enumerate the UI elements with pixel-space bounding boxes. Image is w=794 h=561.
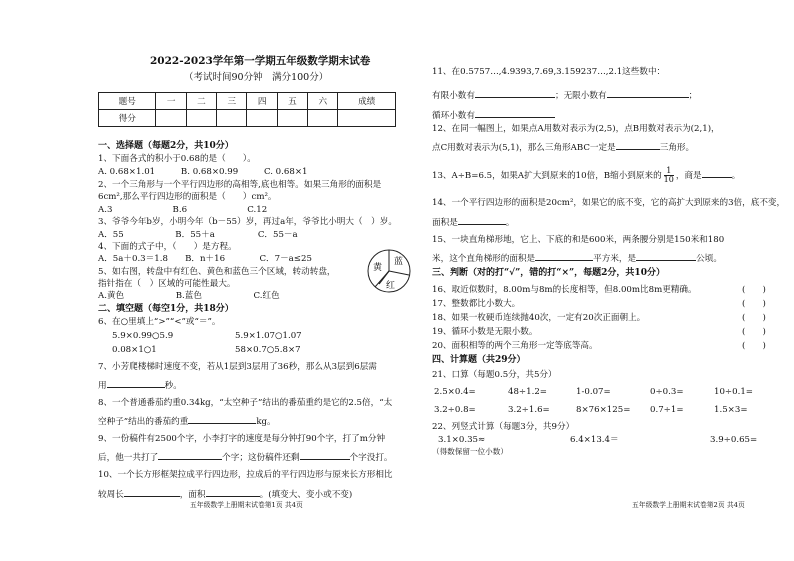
question-5-line-1: 5、如右图，转盘中有红色、黄色和蓝色三个区域，转动转盘， [98,267,336,277]
score-header-cell: 成绩 [338,93,396,110]
section-3-title: 三、判断（对的打“√”，错的打“×”，每题2分，共10分） [432,268,665,278]
oral-calc-item[interactable]: 3.2÷1.6= [508,405,550,415]
question-8-line-1: 8、一个普通番茄约重0.34kg，“太空种子”结出的番茄重约是它的2.5倍，“太 [98,398,393,408]
question-9-text: 后，他一共打了 [98,453,159,463]
question-12-line-2 [432,140,694,154]
question-16: 16、取近似数时，8.00m与8m的长度相等，但8.00m比8m更精确。 [432,285,697,295]
question-3-line-1: 3、爷爷今年b岁，小明今年（b－55）岁，再过a年，爷爷比小明大（ ）岁。 [98,217,397,227]
question-11-line-2 [432,88,697,102]
oral-calc-item[interactable]: 0÷0.3= [650,387,684,397]
score-table-score-row [99,110,396,127]
question-8-line-2 [98,414,276,428]
question-1-options: A. 0.68×1.01 B. 0.68×0.99 C. 0.68×1 [98,167,308,177]
score-input-cell[interactable] [338,110,396,127]
score-input-cell[interactable] [217,110,247,127]
score-input-cell[interactable] [156,110,186,127]
question-15-line-1: 15、一块直角梯形地，它上、下底的和是600米，两条腰分别是150米和180 [432,235,725,245]
judge-paren[interactable]: ( ) [742,327,766,337]
judge-paren[interactable]: ( ) [742,313,766,323]
score-header-cell: 五 [277,93,307,110]
answer-blank[interactable] [607,88,689,98]
question-19: 19、循环小数是无限小数。 [432,327,538,337]
question-15-text-end: 公顷。 [696,254,722,264]
answer-blank[interactable] [158,450,222,460]
spinner-label-blue: 蓝 [394,257,404,267]
question-4: 4、下面的式子中，（ ）是方程。 [98,242,237,252]
question-7-line-1: 7、小芳爬楼梯时速度不变，若从1层到3层用了36秒，那么从3层到6层需 [98,362,377,372]
oral-calc-item[interactable]: 8×76×125= [576,405,631,415]
question-6: 6、在○里填上“>”“<”或“＝”。 [98,317,221,327]
question-15-line-2 [432,251,722,265]
question-20: 20、面积相等的两个三角形一定等底等高。 [432,341,598,351]
oral-calc-item[interactable]: 2.5×0.4= [434,387,476,397]
oral-calc-item[interactable]: 48÷1.2= [508,387,548,397]
score-input-cell[interactable] [186,110,216,127]
question-13-text: 13、A÷B=6.5，如果A扩大到原来的10倍，B缩小到原来的 [432,171,662,181]
question-2-line-1: 2、一个三角形与一个平行四边形的高相等,底也相等。如果三角形的面积是 [98,180,382,190]
right-page-footer: 五年级数学上册期末试卷第2页 共4页 [632,501,745,509]
question-4-options: A．5a＋0.3＝1.8 B．n＋16 C．7－a≤25 [98,254,312,264]
answer-blank[interactable] [702,168,732,178]
vertical-calc-item[interactable]: 6.4×13.4＝ [570,435,619,445]
question-22: 22、列竖式计算（每题3分，共9分） [432,422,575,432]
question-6-item[interactable]: 5.9×1.07○1.07 [235,331,302,341]
oral-calc-item[interactable]: 3.2÷0.8= [434,405,476,415]
question-11-text: 有限小数有 [432,91,475,101]
question-7-text: 用 [98,381,107,391]
question-6-item[interactable]: 0.08×1○1 [112,345,157,355]
question-2-line-2: 6cm²,那么平行四边形的面积是（ ）cm²。 [98,192,277,202]
question-11-text: ；无限小数有 [554,91,607,101]
fraction-denominator: 10 [663,175,674,184]
score-input-cell[interactable] [277,110,307,127]
judge-paren[interactable]: ( ) [742,341,766,351]
question-6-item[interactable]: 5.9×0.99○5.9 [112,331,174,341]
answer-blank[interactable] [475,88,555,98]
score-header-cell: 二 [186,93,216,110]
exam-subtitle: （考试时间90分钟 满分100分） [184,72,329,83]
answer-blank[interactable] [206,487,260,497]
answer-blank[interactable] [124,487,180,497]
fraction [664,167,674,184]
answer-blank[interactable] [458,215,506,225]
right-page [432,0,786,561]
score-input-cell[interactable] [247,110,277,127]
question-2-options: A.3 B.6 C.12 [98,205,268,215]
section-1-title: 一、选择题（每题2分，共10分） [98,141,234,151]
question-14-text-end: 。 [505,218,515,228]
question-15-text: 平方米，是 [593,254,637,264]
question-8-text-end: kg。 [256,417,276,427]
oral-calc-item[interactable]: 1.5×3= [714,405,748,415]
left-page [98,0,428,561]
question-13-text: ，商是 [675,171,702,181]
question-11-line-3 [432,108,555,122]
question-8-text: 空种子”结出的番茄约重 [98,417,189,427]
oral-calc-item[interactable]: 10÷0.1= [714,387,754,397]
oral-calc-item[interactable]: 0.7÷1= [650,405,684,415]
answer-blank[interactable] [636,251,696,261]
question-9-text: 个字；这份稿件还剩 [222,453,300,463]
question-11-text: 循环小数有 [432,111,475,121]
question-12-line-1: 12、在同一幅图上，如果点A用数对表示为(2,5)，点B用数对表示为(2,1)， [432,124,720,134]
answer-blank[interactable] [616,140,660,150]
spinner-label-yellow: 黄 [373,263,383,273]
score-row-label: 得分 [99,110,156,127]
exam-title: 2022-2023学年第一学期五年级数学期末试卷 [150,55,371,67]
score-header-cell: 题号 [99,93,156,110]
section-4-title: 四、计算题（共29分） [432,355,526,365]
question-13-text-end: 。 [731,171,741,181]
question-7-text-end: 秒。 [164,381,182,391]
score-table [98,92,396,127]
spinner-label-red: 红 [386,281,396,291]
question-5-options: A.黄色 B.蓝色 C.红色 [98,291,280,301]
answer-blank[interactable] [300,450,350,460]
vertical-calc-note: （得数保留一位小数） [432,447,508,456]
judge-paren[interactable]: ( ) [742,299,766,309]
spinner-diagram [366,248,412,294]
question-15-text: 米，这个直角梯形的面积是 [432,254,536,264]
question-14-line-1: 14、一个平行四边形的面积是20cm²，如果它的底不变，它的高扩大到原来的3倍，底不变， [432,198,786,208]
score-input-cell[interactable] [308,110,338,127]
question-9-text-end: 个字没打。 [349,453,393,463]
question-9-line-2 [98,450,393,464]
question-14-text: 面积是 [432,218,458,228]
question-12-text: 点C用数对表示为(5,1)，那么三角形ABC一定是 [432,143,616,153]
question-18: 18、如果一枚硬币连续抛40次，一定有20次正面朝上。 [432,313,646,323]
score-header-cell: 四 [247,93,277,110]
left-page-footer: 五年级数学上册期末试卷第1页 共4页 [190,501,303,509]
score-header-cell: 一 [156,93,186,110]
question-9-line-1: 9、一份稿件有2500个字，小李打字的速度是每分钟打90个字，打了m分钟 [98,434,386,444]
question-10-text-end: 。(填变大、变小或不变) [259,490,353,500]
oral-calc-item[interactable]: 1-0.07= [576,387,611,397]
judge-paren[interactable]: ( ) [742,285,766,295]
question-3-options: A．55 B．55＋a C．55－a [98,230,298,240]
score-header-cell: 六 [308,93,338,110]
question-11-line-1: 11、在0.5757…,4.9393,7.69,3.159237…,2.1这些数中： [432,67,666,77]
question-10-line-1: 10、一个长方形框架拉成平行四边形，拉成后的平行四边形与原来长方形相比 [98,470,393,480]
question-11-text: ； [688,91,698,101]
vertical-calc-item[interactable]: 3.9÷0.65= [710,435,758,445]
question-10-line-2 [98,487,352,501]
question-21: 21、口算（每题0.5分，共5分） [432,370,557,380]
fraction-numerator: 1 [664,167,674,176]
question-10-text: 较周长 [98,490,124,500]
question-5-line-2: 指针指在（ ）区域的可能性最大。 [98,279,236,289]
answer-blank[interactable] [188,414,256,424]
score-header-cell: 三 [217,93,247,110]
question-12-text-end: 三角形。 [659,143,695,153]
answer-blank[interactable] [535,251,593,261]
answer-blank[interactable] [107,378,165,388]
spinner-divider [389,271,409,275]
score-table-header-row [99,93,396,110]
question-10-text: ，面积 [179,490,206,500]
question-6-item[interactable]: 58×0.7○5.8×7 [235,345,301,355]
vertical-calc-item[interactable]: 3.1×0.35≈ [438,435,486,445]
answer-blank[interactable] [475,108,555,118]
question-1: 1、下面各式的积小于0.68的是（ ）。 [98,154,256,164]
section-2-title: 二、填空题（每空1分，共18分） [98,304,234,314]
question-7-line-2 [98,378,182,392]
question-14-line-2 [432,215,514,229]
question-17: 17、整数都比小数大。 [432,299,521,309]
question-13 [432,166,740,186]
